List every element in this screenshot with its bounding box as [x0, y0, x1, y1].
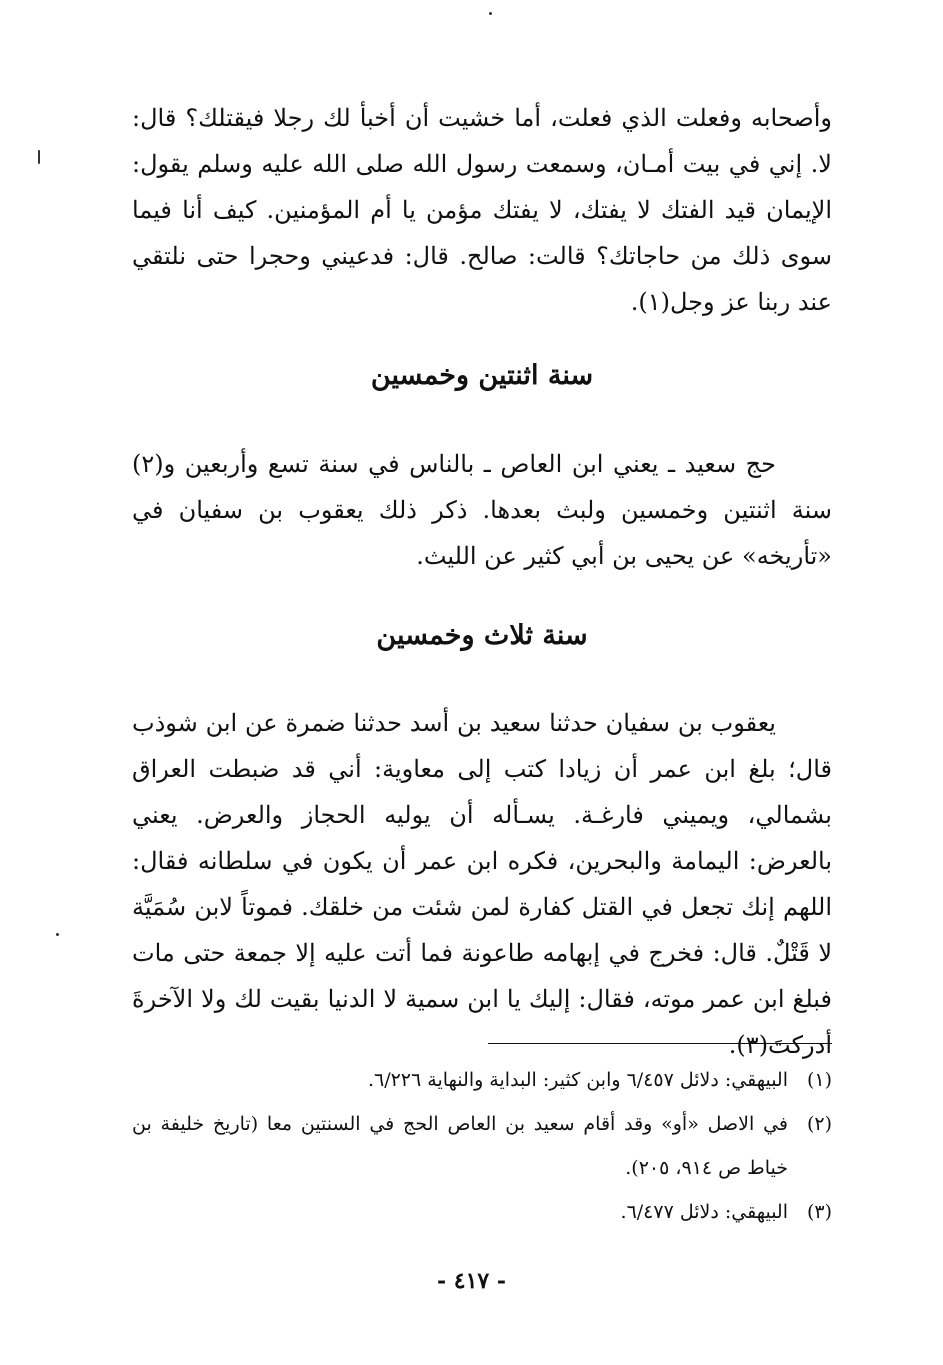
paragraph-text: يعقوب بن سفيان حدثنا سعيد بن أسد حدثنا ضمرة عن ابن شوذب قال؛ بلغ ابن عمر أن زيادا كتب إلى معاوية: أني قد ضبطت العراق بشمالي، ويميني فارغـة. يسـأله أن يوليه الحجاز والعرض. يعني بالعرض: اليمامة والبحرين، فكره ابن عمر أن يكون في سلطانه فقال: اللهم إنك تجعل في القتل كفارة لمن شئت من خلقك. فموتاً لابن سُمَيَّة لا قَتْلٌ. قال: فخرج في إبهامه طاعونة فما أتت عليه إلا جمعة حتى مات فبلغ ابن عمر موته، فقال: إليك يا ابن سمية لا الدنيا بقيت لك ولا الآخرةَ أدركتَ(٣).	[132, 709, 832, 1059]
footnote-text: البيهقي: دلائل ٦/٤٧٧.	[620, 1201, 788, 1223]
paragraph-text: حج سعيد ـ يعني ابن العاص ـ بالناس في سنة تسع وأربعين و(٢) سنة اثنتين وخمسين ولبث بعدها. ذكر ذلك يعقوب بن سفيان في «تأريخه» عن يحيى بن أبي كثير عن الليث.	[132, 450, 832, 570]
speck-mark	[489, 12, 492, 15]
speck-mark	[38, 150, 40, 164]
footnote-text: في الاصل «أو» وقد أقام سعيد بن العاص الحج في السنتين معا (تاريخ خليفة بن خياط ص ٩١٤، ٢٠٥).	[132, 1113, 788, 1179]
footnote-item	[132, 1102, 832, 1190]
paragraph-hajj-said	[132, 441, 832, 579]
paragraph-text: وأصحابه وفعلت الذي فعلت، أما خشيت أن أخبأ لك رجلا فيقتلك؟ قال: لا. إني في بيت أمـان، وسمعت رسول الله صلى الله عليه وسلم يقول: الإيمان قيد الفتك لا يفتك، لا يفتك مؤمن يا أم المؤمنين. كيف أنا فيما سوى ذلك من حاجاتك؟ قالت: صالح. قال: فدعيني وحجرا حتى نلتقي عند ربنا عز وجل(١).	[132, 104, 832, 316]
footnote-number: (١)	[806, 1069, 832, 1091]
section-heading-year-53: سنة ثلاث وخمسين	[376, 620, 588, 651]
footnote-number: (٢)	[806, 1113, 832, 1135]
section-heading-year-52: سنة اثنتين وخمسين	[370, 360, 594, 391]
speck-mark	[56, 933, 59, 936]
footnote-text: البيهقي: دلائل ٦/٤٥٧ وابن كثير: البداية والنهاية ٦/٢٢٦.	[367, 1069, 788, 1091]
footnotes	[132, 1058, 832, 1234]
footnote-item	[132, 1190, 832, 1234]
paragraph-hujr-story	[132, 95, 832, 325]
footnote-separator	[488, 1043, 832, 1044]
footnote-item	[132, 1058, 832, 1102]
paragraph-ibn-umar-ziyad	[132, 700, 832, 1068]
footnote-number: (٣)	[806, 1201, 832, 1223]
page-number: - ٤١٧ -	[436, 1268, 507, 1294]
